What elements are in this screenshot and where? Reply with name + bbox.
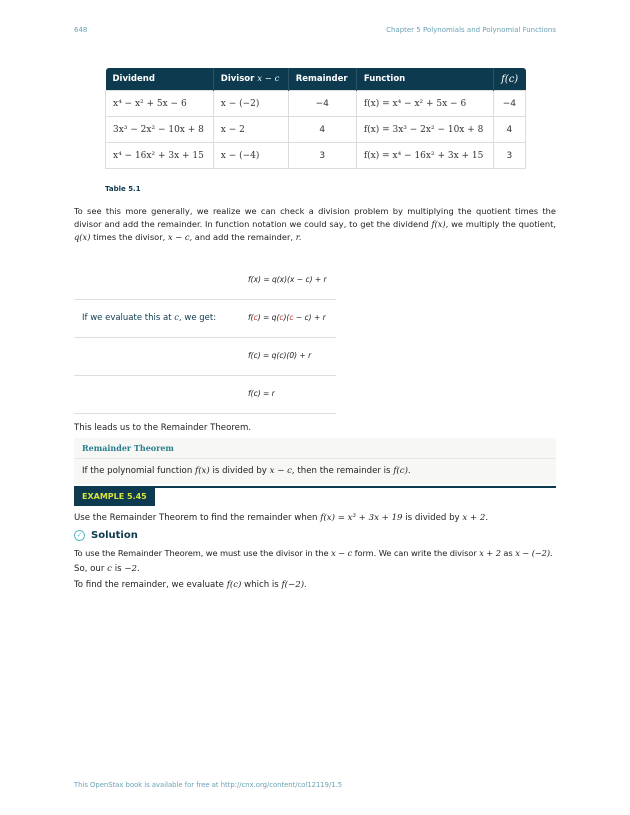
col-divisor-math: x − c xyxy=(257,74,280,84)
col-function: Function xyxy=(356,68,493,91)
col-divisor xyxy=(213,68,288,91)
text: as xyxy=(503,548,513,558)
cell-remainder: 3 xyxy=(288,143,356,169)
col-dividend: Dividend xyxy=(106,68,214,91)
page-header xyxy=(74,26,556,38)
eq-part: − c) + r xyxy=(293,313,326,322)
math-inline: x − c, xyxy=(167,232,193,242)
table-caption: Table 5.1 xyxy=(105,185,141,193)
text: To see this more generally, we realize we can check a division problem by multiplying the quotient times the divisor and add the remainder. In function notation we could say, to get the dividend xyxy=(74,206,556,229)
eq-part: ) = q( xyxy=(257,313,280,322)
math-inline: q(x) xyxy=(74,232,91,242)
text: and add the remainder, xyxy=(194,232,294,242)
derivation-label xyxy=(82,313,216,323)
text: then the remainder is xyxy=(297,466,391,476)
math-inline: x − (−2). xyxy=(515,548,553,558)
math-inline: −2. xyxy=(124,564,140,574)
cell-divisor: x − (−4) xyxy=(213,143,288,169)
table-row xyxy=(106,117,526,143)
eq-highlight: c xyxy=(289,313,294,322)
solution-heading xyxy=(74,530,138,541)
equation xyxy=(248,313,326,322)
table-5-1 xyxy=(105,68,526,169)
text: times the divisor, xyxy=(93,232,166,242)
text: we get: xyxy=(184,313,217,323)
text: Use the Remainder Theorem to find the remainder when xyxy=(74,513,318,523)
example-prompt xyxy=(74,512,556,525)
derivation-row xyxy=(74,376,336,414)
eq-highlight: c xyxy=(253,313,258,322)
text: To find the remainder, we evaluate xyxy=(74,580,224,590)
text: is divided by xyxy=(405,513,460,523)
math-inline: f(x), xyxy=(431,219,449,229)
cell-divisor: x − 2 xyxy=(213,117,288,143)
text: which is xyxy=(244,580,279,590)
text: is divided by xyxy=(212,466,267,476)
cell-fc: −4 xyxy=(493,91,525,117)
cell-fc: 4 xyxy=(493,117,525,143)
theorem-box xyxy=(74,438,556,484)
table-row xyxy=(106,91,526,117)
derivation-table xyxy=(74,262,336,414)
check-circle-icon: ✓ xyxy=(74,530,85,541)
table-header-row xyxy=(106,68,526,91)
math-inline: x − c xyxy=(331,548,353,558)
math-inline: c xyxy=(107,564,112,574)
eq-highlight: c xyxy=(279,313,284,322)
derivation-row xyxy=(74,300,336,338)
text: we multiply the quotient, xyxy=(451,219,557,229)
math-inline: x + 2 xyxy=(479,548,501,558)
cell-remainder: −4 xyxy=(288,91,356,117)
cell-fc: 3 xyxy=(493,143,525,169)
math-inline: f(x) = x³ + 3x + 19 xyxy=(320,513,403,523)
derivation-row xyxy=(74,262,336,300)
text: If we evaluate this at xyxy=(82,313,172,323)
eq-part: f( xyxy=(248,313,254,322)
cell-remainder: 4 xyxy=(288,117,356,143)
text: To use the Remainder Theorem, we must use the divisor in the xyxy=(74,548,329,558)
chapter-title: Chapter 5 Polynomials and Polynomial Functions xyxy=(386,26,556,34)
theorem-title: Remainder Theorem xyxy=(74,438,556,459)
solution-line-2 xyxy=(74,563,556,576)
table-row xyxy=(106,143,526,169)
col-remainder: Remainder xyxy=(288,68,356,91)
cell-function: f(x) = x⁴ − 16x² + 3x + 15 xyxy=(356,143,493,169)
col-divisor-label: Divisor xyxy=(220,74,255,84)
col-fc: f(c) xyxy=(493,68,525,91)
cell-function: f(x) = x⁴ − x² + 5x − 6 xyxy=(356,91,493,117)
math-inline: f(−2). xyxy=(281,580,307,590)
solution-title: Solution xyxy=(91,530,138,541)
cell-dividend: 3x³ − 2x² − 10x + 8 xyxy=(106,117,214,143)
equation: f(x) = q(x)(x − c) + r xyxy=(248,275,327,284)
example-badge: EXAMPLE 5.45 xyxy=(74,488,155,506)
text: form. We can write the divisor xyxy=(354,548,477,558)
math-inline: x − c, xyxy=(269,466,295,476)
cell-dividend: x⁴ − x² + 5x − 6 xyxy=(106,91,214,117)
cell-divisor: x − (−2) xyxy=(213,91,288,117)
page-number: 648 xyxy=(74,26,88,34)
math-inline: x + 2. xyxy=(462,513,489,523)
solution-line-3 xyxy=(74,579,556,592)
solution-line-1 xyxy=(74,547,553,560)
theorem-body xyxy=(74,459,556,484)
equation: f(c) = q(c)(0) + r xyxy=(248,351,312,360)
paragraph-intro xyxy=(74,205,556,244)
math-inline: f(x) xyxy=(195,466,210,476)
math-inline: r. xyxy=(295,232,302,242)
text: is xyxy=(114,564,122,574)
equation: f(c) = r xyxy=(248,389,275,398)
eq-part: )( xyxy=(283,313,290,322)
text: If the polynomial function xyxy=(82,466,193,476)
text: So, our xyxy=(74,564,105,574)
math-inline: f(c). xyxy=(393,466,411,476)
derivation-row xyxy=(74,338,336,376)
math-inline: c, xyxy=(174,313,182,323)
math-inline: f(c) xyxy=(226,580,242,590)
paragraph-lead: This leads us to the Remainder Theorem. xyxy=(74,423,252,433)
page-footer: This OpenStax book is available for free at http://cnx.org/content/col12119/1.5 xyxy=(74,781,343,789)
cell-dividend: x⁴ − 16x² + 3x + 15 xyxy=(106,143,214,169)
cell-function: f(x) = 3x³ − 2x² − 10x + 8 xyxy=(356,117,493,143)
